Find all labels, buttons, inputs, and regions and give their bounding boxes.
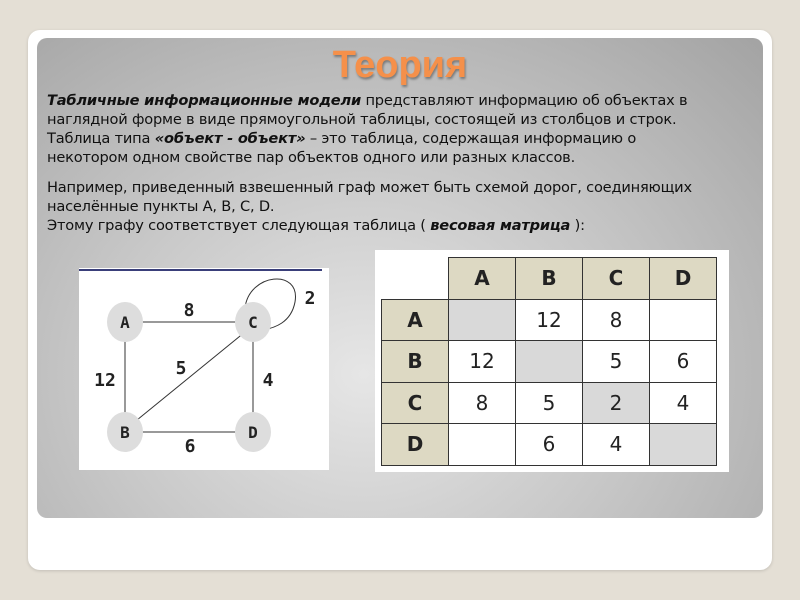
table-row [382,382,717,424]
edge-label-bd: 6 [184,436,196,457]
row-header: A [382,299,449,341]
table-cell: 4 [583,424,650,466]
edge-label-cd: 4 [262,370,274,391]
edge-bc [137,332,245,420]
corner-cell [382,258,449,300]
column-header: C [583,258,650,300]
table-row [382,424,717,466]
text-line [47,216,762,235]
table-cell [650,299,717,341]
node-label-d: D [248,423,258,442]
bold-term: весовая матрица [430,217,571,234]
table-cell: 6 [516,424,583,466]
row-header: B [382,341,449,383]
table-header-row [382,258,717,300]
text-line: Например, приведенный взвешенный граф может быть схемой дорог, соединяющих [47,179,692,196]
text-span: представляют информацию об объектах в [361,92,688,109]
column-header: B [516,258,583,300]
table-cell: 8 [449,382,516,424]
table-cell [449,424,516,466]
edge-label-bc: 5 [175,358,187,379]
row-header: C [382,382,449,424]
weight-matrix-table [381,257,717,466]
column-header: D [650,258,717,300]
text-span: Таблица типа [47,130,155,147]
table-cell: 12 [449,341,516,383]
slide-title: Теория [332,44,468,86]
edge-label-ac: 8 [183,300,195,321]
text-span: – это таблица, содержащая информацию о [305,130,637,147]
text-line: населённые пункты A, B, C, D. [47,198,275,215]
table-row [382,299,717,341]
weight-matrix [375,250,729,472]
table-cell: 5 [516,382,583,424]
edge-label-cc: 2 [304,288,316,309]
table-cell [449,299,516,341]
table-cell [516,341,583,383]
text-span: Этому графу соответствует следующая таблица ( [47,217,431,234]
bold-term: «объект - объект» [154,130,306,147]
table-cell: 12 [516,299,583,341]
table-cell [650,424,717,466]
table-cell: 4 [650,382,717,424]
column-header: A [449,258,516,300]
node-label-a: A [120,313,130,332]
text-line [47,129,762,148]
text-line: наглядной форме в виде прямоугольной таблицы, состоящей из столбцов и строк. [47,111,677,128]
table-cell: 5 [583,341,650,383]
node-label-b: B [120,423,130,442]
bold-term: Табличные информационные модели [47,92,361,109]
text-line: некотором одном свойстве пар объектов одного или разных классов. [47,149,576,166]
text-line [47,91,762,110]
table-row [382,341,717,383]
weighted-graph-image [79,268,329,470]
text-span: ): [570,217,585,234]
table-cell: 6 [650,341,717,383]
row-header: D [382,424,449,466]
table-cell: 2 [583,382,650,424]
slide-body-text [47,91,762,235]
node-label-c: C [248,313,258,332]
table-cell: 8 [583,299,650,341]
edge-label-ab: 12 [94,370,116,391]
